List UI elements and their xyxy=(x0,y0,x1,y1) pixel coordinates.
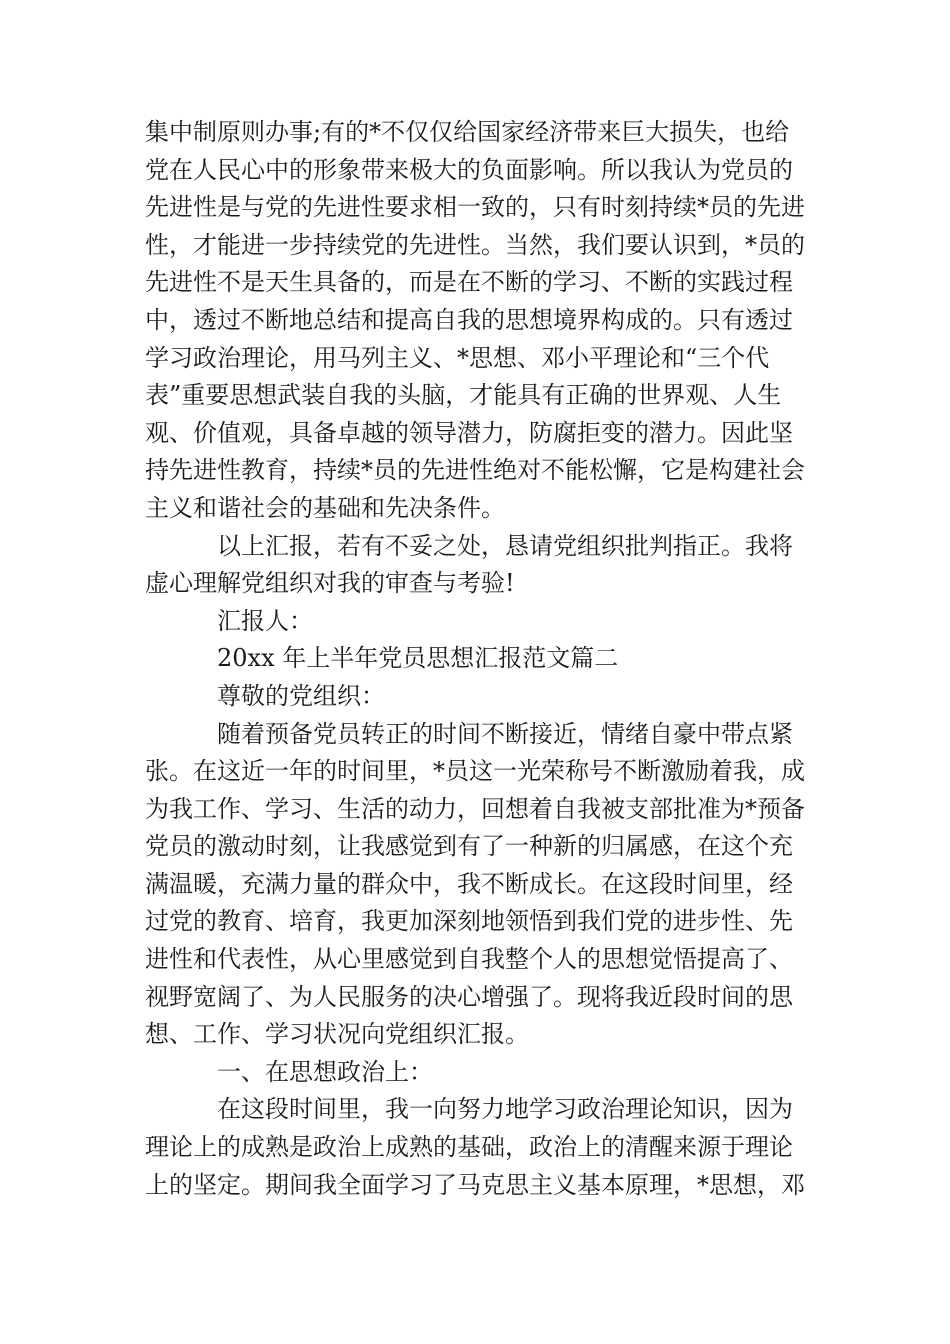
paragraph-p1 xyxy=(145,114,805,528)
text-line: 主义和谐社会的基础和先决条件。 xyxy=(145,493,505,522)
text-line: 党在人民心中的形象带来极大的负面影响。所以我认为党员的 xyxy=(145,155,793,184)
paragraph-p3 xyxy=(145,603,805,641)
text-line: 以上汇报，若有不妥之处，恳请党组织批判指正。我将 xyxy=(217,531,793,560)
text-line: 观、价值观，具备卓越的领导潜力，防腐拒变的潜力。因此坚 xyxy=(145,418,793,447)
paragraph-p8 xyxy=(145,1091,805,1204)
document-body xyxy=(145,114,805,1204)
paragraph-p2 xyxy=(145,528,805,603)
paragraph-p5 xyxy=(145,678,805,716)
text-line: 在这段时间里，我一向努力地学习政治理论知识，因为 xyxy=(217,1095,793,1124)
text-line: 先进性是与党的先进性要求相一致的，只有时刻持续*员的先进 xyxy=(145,193,805,222)
text-line: 尊敬的党组织： xyxy=(217,681,385,710)
text-line: 先进性不是天生具备的，而是在不断的学习、不断的实践过程 xyxy=(145,268,793,297)
text-line: 持先进性教育，持续*员的先进性绝对不能松懈，它是构建社会 xyxy=(145,456,805,485)
text-line: 理论上的成熟是政治上成熟的基础，政治上的清醒来源于理论 xyxy=(145,1133,793,1162)
text-line: 进性和代表性，从心里感觉到自我整个人的思想觉悟提高了、 xyxy=(145,945,793,974)
text-line: 想、工作、学习状况向党组织汇报。 xyxy=(145,1020,529,1049)
paragraph-p6 xyxy=(145,716,805,1054)
text-line: 20xx 年上半年党员思想汇报范文篇二 xyxy=(217,644,619,673)
text-line: 集中制原则办事;有的*不仅仅给国家经济带来巨大损失，也给 xyxy=(145,118,790,146)
text-line: 性，才能进一步持续党的先进性。当然，我们要认识到，*员的 xyxy=(145,230,805,259)
text-line: 虚心理解党组织对我的审查与考验! xyxy=(145,569,515,598)
text-line: 张。在这近一年的时间里，*员这一光荣称号不断激励着我，成 xyxy=(145,757,805,786)
text-line: 党员的激动时刻，让我感觉到有了一种新的归属感，在这个充 xyxy=(145,832,793,861)
text-line: 汇报人： xyxy=(217,606,313,635)
text-line: 过党的教育、培育，我更加深刻地领悟到我们党的进步性、先 xyxy=(145,907,793,936)
paragraph-p7 xyxy=(145,1054,805,1092)
text-line: 随着预备党员转正的时间不断接近，情绪自豪中带点紧 xyxy=(217,719,793,748)
text-line: 表”重要思想武装自我的头脑，才能具有正确的世界观、人生 xyxy=(145,381,782,410)
text-line: 上的坚定。期间我全面学习了马克思主义基本原理，*思想，邓 xyxy=(145,1170,805,1199)
text-line: 为我工作、学习、生活的动力，回想着自我被支部批准为*预备 xyxy=(145,794,805,823)
text-line: 视野宽阔了、为人民服务的决心增强了。现将我近段时间的思 xyxy=(145,982,793,1011)
text-line: 中，透过不断地总结和提高自我的思想境界构成的。只有透过 xyxy=(145,305,793,334)
text-line: 一、在思想政治上： xyxy=(217,1057,433,1086)
text-line: 学习政治理论，用马列主义、*思想、邓小平理论和“三个代 xyxy=(145,343,770,372)
text-line: 满温暖，充满力量的群众中，我不断成长。在这段时间里，经 xyxy=(145,869,793,898)
paragraph-p4 xyxy=(145,640,805,678)
